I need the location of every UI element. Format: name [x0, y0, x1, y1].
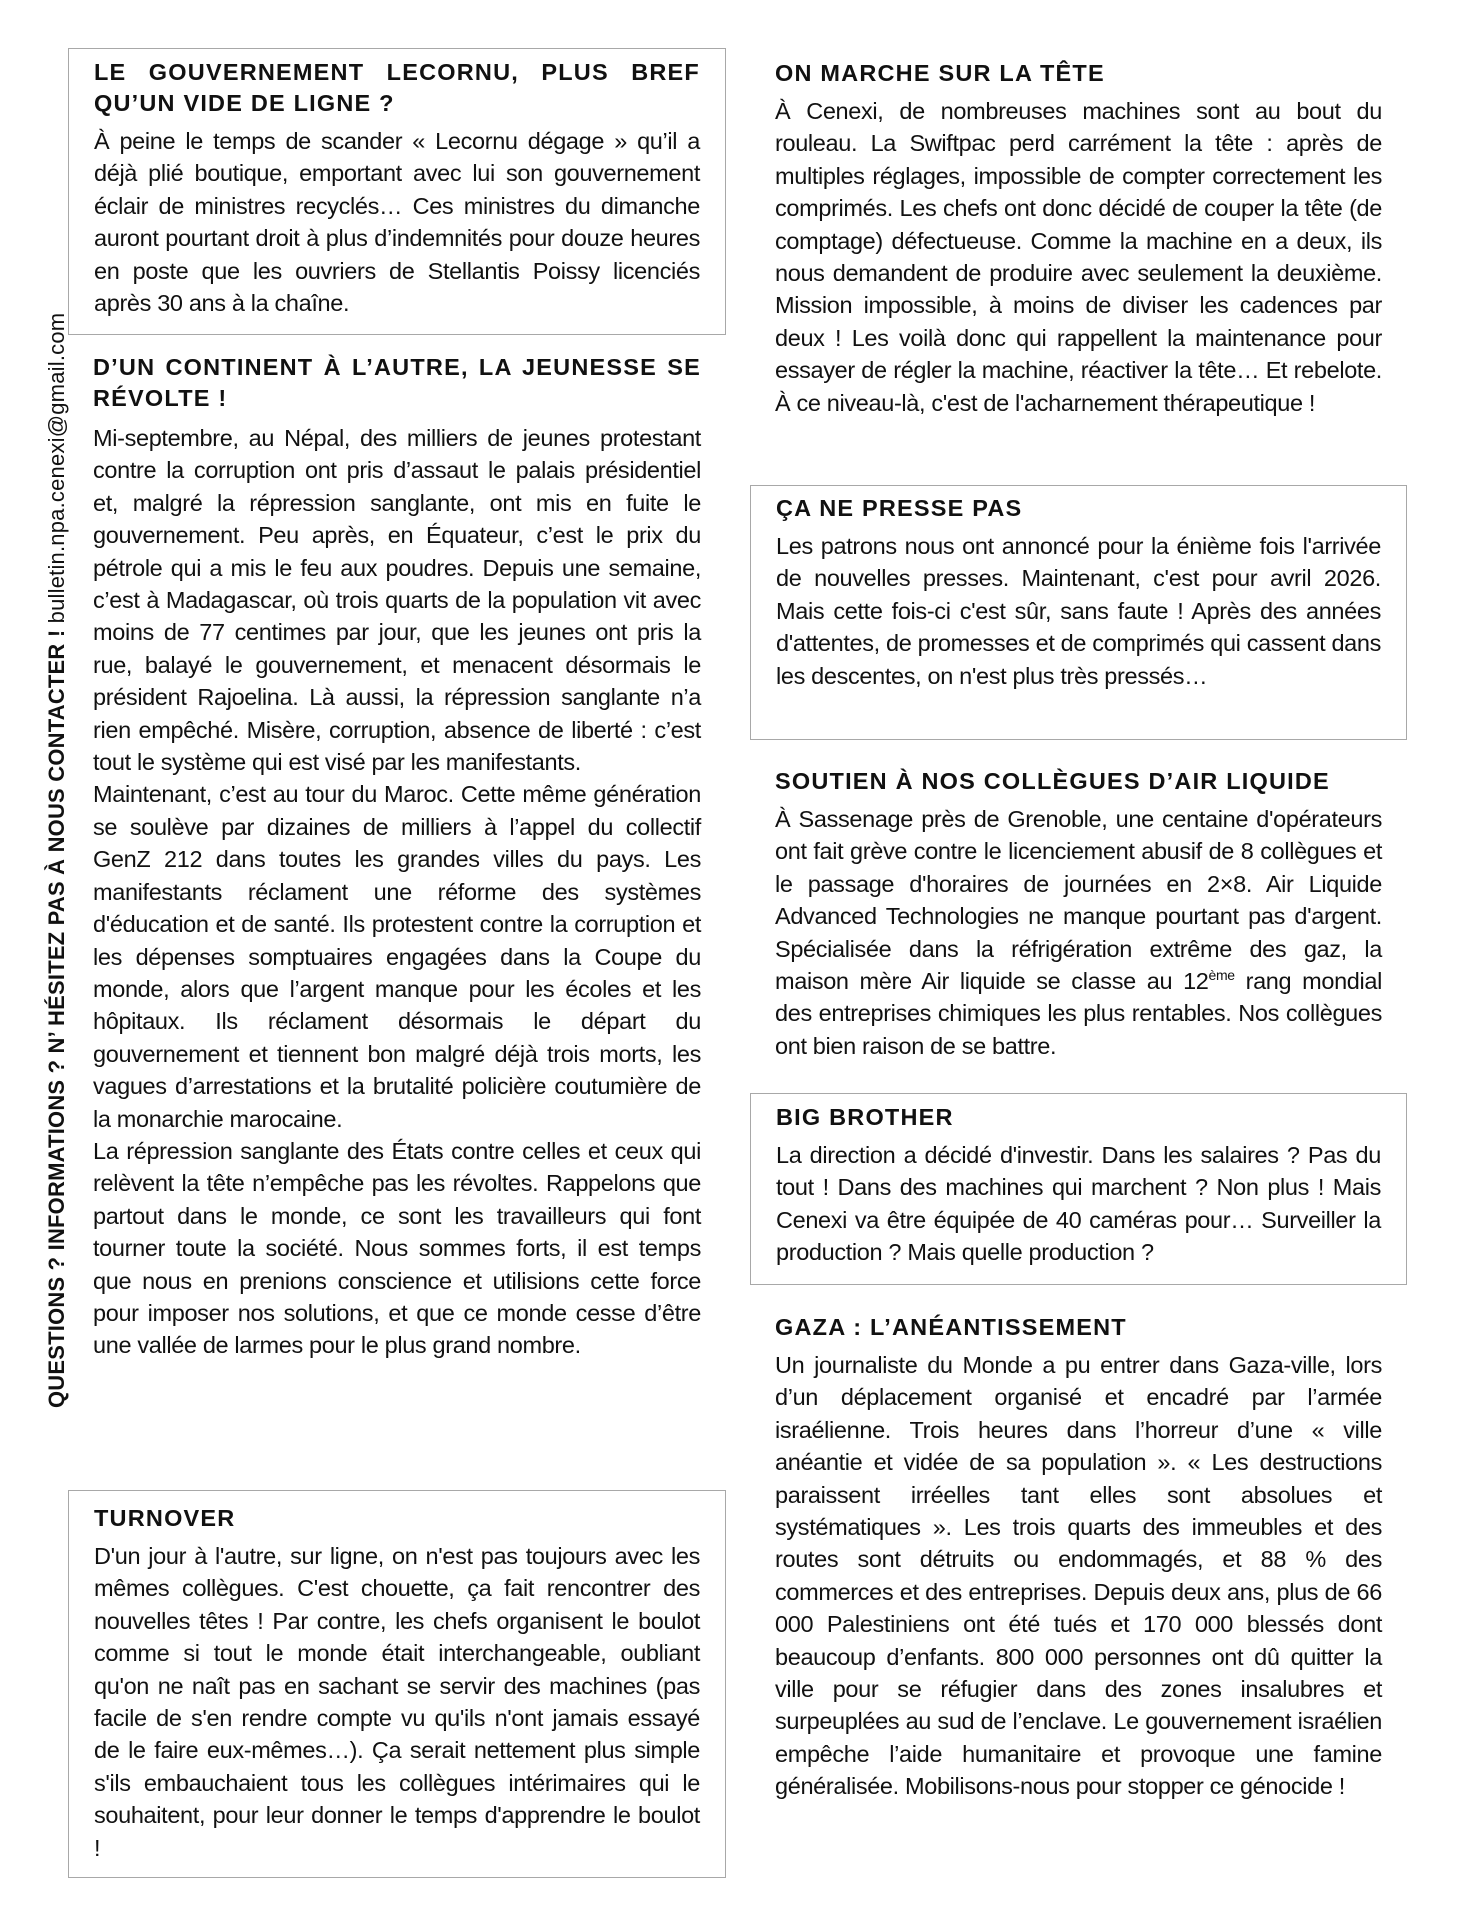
article-soutien-air-liquide [750, 766, 1407, 1062]
article-turnover [68, 1490, 726, 1878]
article-paragraph: Maintenant, c’est au tour du Maroc. Cette même génération se soulève par dizaines de milliers à l’appel du collectif GenZ 212 dans toutes les grandes villes du pays. Les manifestants réclament une réforme des systèmes d'éducation et de santé. Ils protestent contre la corruption et les dépenses somptuaires engagées dans la Coupe du monde, alors que l’argent manque pour les écoles et les hôpitaux. Ils réclament désormais le départ du gouvernement et tiennent bon malgré déjà trois morts, les vagues d’arrestations et la brutalité policière coutumière de la monarchie marocaine. [93, 781, 701, 1132]
article-title: TURNOVER [94, 1505, 236, 1531]
article-paragraph: La direction a décidé d'investir. Dans les salaires ? Pas du tout ! Dans des machines qui marchent ? Non plus ! Mais Cenexi va être équipée de 40 caméras pour… Surveiller la production ? Mais quelle production ? [776, 1142, 1381, 1266]
article-jeunesse-revolte [68, 352, 726, 1362]
article-marche-sur-la-tete [750, 58, 1407, 419]
article-title: SOUTIEN À NOS COLLÈGUES D’AIR LIQUIDE [775, 768, 1330, 794]
article-title: LE GOUVERNEMENT LECORNU, PLUS BREF QU’UN VIDE DE LIGNE ? [94, 59, 700, 116]
article-title: ON MARCHE SUR LA TÊTE [775, 60, 1105, 86]
article-paragraph: Les patrons nous ont annoncé pour la énième fois l'arrivée de nouvelles presses. Maintenant, c'est pour avril 2026. Mais cette fois-ci c'est sûr, sans faute ! Après des années d'attentes, de promesses et de comprimés qui cassent dans les descentes, on n'est plus très pressés… [776, 533, 1382, 689]
article-gaza [750, 1312, 1407, 1803]
article-paragraph [775, 803, 1382, 1062]
article-ne-presse-pas [750, 485, 1407, 740]
article-gouvernement-lecornu [68, 48, 726, 335]
article-title: ÇA NE PRESSE PAS [776, 495, 1023, 521]
article-paragraph: D'un jour à l'autre, sur ligne, on n'est pas toujours avec les mêmes collègues. C'est chouette, ça fait rencontrer des nouvelles têtes ! Par contre, les chefs organisent le boulot comme si tout le monde était interchangeable, oubliant qu'on ne naît pas en sachant se servir des machines (pas facile de s'en rendre compte vu qu'ils n'ont jamais essayé de le faire eux-mêmes…). Ça serait nettement plus simple s'ils embauchaient tous les collègues intérimaires qui le souhaitent, pour leur donner le temps d'apprendre le boulot ! [94, 1543, 700, 1861]
article-paragraph: Mi-septembre, au Népal, des milliers de jeunes protestant contre la corruption ont pris d’assaut le palais présidentiel et, malgré la répression sanglante, ont mis en fuite le gouvernement. Peu après, en Équateur, c’est le prix du pétrole qui a mis le feu aux poudres. Depuis une semaine, c’est à Madagascar, où trois quarts de la population vit avec moins de 77 centimes par jour, que les jeunes ont pris la rue, balayé le gouvernement, et menacent désormais le président Rajoelina. Là aussi, la répression sanglante n’a rien empêché. Misère, corruption, absence de liberté : c’est tout le système qui est visé par les manifestants. [93, 425, 701, 776]
contact-sidebar-text [44, 313, 70, 1408]
contact-email-link[interactable]: bulletin.npa.cenexi@gmail.com [44, 312, 69, 624]
article-title: GAZA : L’ANÉANTISSEMENT [775, 1314, 1127, 1340]
article-paragraph: Un journaliste du Monde a pu entrer dans Gaza-ville, lors d’un déplacement organisé et encadré par l’armée israélienne. Trois heures dans l’horreur d’une « ville anéantie et vidée de sa population ». « Les destructions paraissent irréelles tant elles sont absolues et systématiques ». Les trois quarts des immeubles et des routes sont détruits ou endommagés, et 88 % des commerces et des entreprises. Depuis deux ans, plus de 66 000 Palestiniens ont été tués et 170 000 blessés dont beaucoup d’enfants. 800 000 personnes ont dû quitter la ville pour se réfugier dans des zones insalubres et surpeuplées au sud de l’enclave. Le gouvernement israélien empêche l’aide humanitaire et provoque une famine généralisée. Mobilisons-nous pour stopper ce génocide ! [775, 1352, 1382, 1800]
article-paragraph: La répression sanglante des États contre celles et ceux qui relèvent la tête n’empêche pas les révoltes. Rappelons que partout dans le monde, ce sont les travailleurs qui font tourner toute la société. Nous sommes forts, il est temps que nous en prenions conscience et utilisions cette force pour imposer nos solutions, et que ce monde cesse d’être une vallée de larmes pour le plus grand nombre. [93, 1137, 701, 1359]
paragraph-text: rang mondial des entreprises chimiques les plus rentables. Nos collègues ont bien raison de se battre. [775, 968, 1382, 1059]
article-title: BIG BROTHER [776, 1104, 954, 1130]
contact-sidebar [0, 0, 69, 1910]
ordinal-suffix: ème [1208, 967, 1235, 984]
article-big-brother [750, 1093, 1407, 1285]
paragraph-text: À Sassenage près de Grenoble, une centaine d'opérateurs ont fait grève contre le licenciement abusif de 8 collègues et le passage d'horaires de journées en 2×8. Air Liquide Advanced Technologies ne manque pourtant pas d'argent. Spécialisée dans la réfrigération extrême des gaz, la maison mère Air liquide se classe au 12 [775, 806, 1382, 995]
contact-prompt: QUESTIONS ? INFORMATIONS ? N’ HÉSITEZ PAS À NOUS CONTACTER ! [44, 629, 69, 1408]
article-title: D’UN CONTINENT À L’AUTRE, LA JEUNESSE SE RÉVOLTE ! [93, 354, 701, 411]
article-paragraph: À Cenexi, de nombreuses machines sont au bout du rouleau. La Swiftpac perd carrément la tête : après de multiples réglages, impossible de compter correctement les comprimés. Les chefs ont donc décidé de couper la tête (de comptage) défectueuse. Comme la machine en a deux, ils nous demandent de produire avec seulement la deuxième. Mission impossible, à moins de diviser les cadences par deux ! Les voilà donc qui rappellent la maintenance pour essayer de régler la machine, réactiver la tête… Et rebelote. À ce niveau-là, c'est de l'acharnement thérapeutique ! [775, 98, 1382, 416]
article-paragraph: À peine le temps de scander « Lecornu dégage » qu’il a déjà plié boutique, emportant avec lui son gouvernement éclair de ministres recyclés… Ces ministres du dimanche auront pourtant droit à plus d’indemnités pour douze heures en poste que les ouvriers de Stellantis Poissy licenciés après 30 ans à la chaîne. [94, 128, 700, 317]
